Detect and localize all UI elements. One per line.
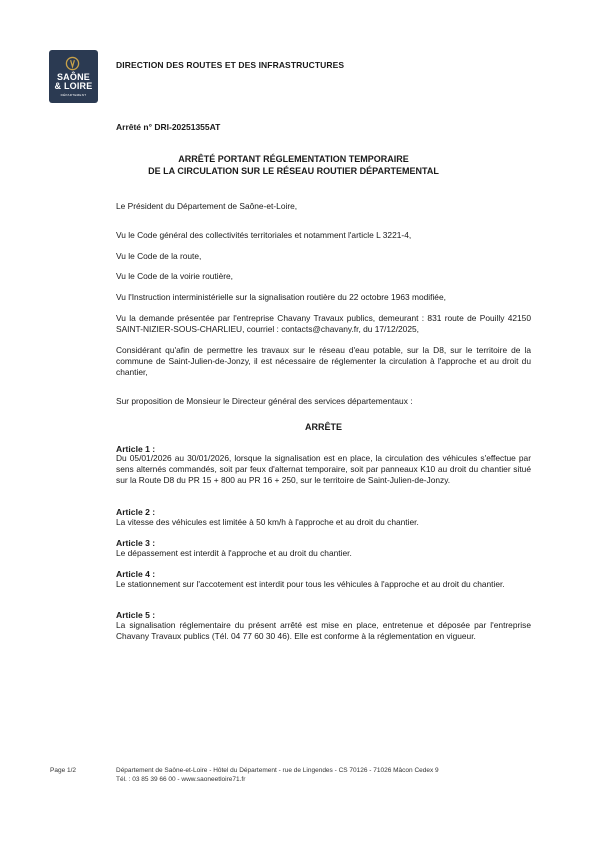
article-2-heading: Article 2 : — [116, 507, 156, 517]
logo-line-1: SAÔNE — [56, 72, 90, 82]
preamble-instruction: Vu l'Instruction interministérielle sur la signalisation routière du 22 octobre 1963 modifiée, — [116, 292, 446, 302]
article-5-text: La signalisation réglementaire du présent arrêté est mise en place, entretenue et déposée par l'entreprise Chavany Travaux publics (Tél. 04 77 60 30 46). Elle est conforme à la réglementation en vigueur. — [116, 620, 531, 641]
decision-heading: ARRÊTE — [304, 422, 342, 432]
document-title-line-1: ARRÊTÉ PORTANT RÉGLEMENTATION TEMPORAIRE — [178, 154, 409, 164]
preamble-proposition: Sur proposition de Monsieur le Directeur général des services départementaux : — [116, 396, 413, 406]
logo-line-2: & LOIRE — [54, 81, 93, 91]
direction-heading: DIRECTION DES ROUTES ET DES INFRASTRUCTURES — [116, 60, 345, 70]
preamble-cgct: Vu le Code général des collectivités territoriales et notamment l'article L 3221-4, — [116, 230, 412, 240]
page-number: Page 1/2 — [50, 767, 77, 774]
footer-address — [116, 766, 536, 784]
preamble-demande: Vu la demande présentée par l'entreprise Chavany Travaux publics, demeurant : 831 route de Pouilly 42150 SAINT-NIZIER-SOUS-CHARLIEU, courriel : contacts@chavany.fr, du 17/12/2025, — [116, 313, 531, 334]
document-title-line-2: DE LA CIRCULATION SUR LE RÉSEAU ROUTIER DÉPARTEMENTAL — [148, 166, 439, 176]
preamble-code-voirie: Vu le Code de la voirie routière, — [116, 271, 234, 281]
preamble-code-route: Vu le Code de la route, — [116, 251, 202, 261]
preamble-considerant: Considérant qu'afin de permettre les travaux sur le réseau d'eau potable, sur la D8, sur le territoire de la commune de Saint-Julien-de-Jonzy, il est nécessaire de réglementer la circulation à l'approche et au droit du chantier, — [116, 345, 531, 377]
footer-line-2: Tél. : 03 85 39 66 00 - www.saoneetloire71.fr — [116, 776, 246, 783]
decree-reference: Arrêté n° DRI-20251355AT — [116, 122, 221, 132]
emblem-icon — [65, 56, 80, 71]
preamble-president: Le Président du Département de Saône-et-Loire, — [116, 201, 298, 211]
department-logo — [49, 50, 98, 103]
article-4-text: Le stationnement sur l'accotement est interdit pour tous les véhicules à l'approche et au droit du chantier. — [116, 579, 505, 589]
article-4-heading: Article 4 : — [116, 569, 156, 579]
article-5-heading: Article 5 : — [116, 610, 156, 620]
article-3-heading: Article 3 : — [116, 538, 156, 548]
article-1-heading: Article 1 : — [116, 444, 156, 454]
article-1-text: Du 05/01/2026 au 30/01/2026, lorsque la signalisation est en place, la circulation des véhicules s'effectue par sens alternés commandés, soit par feux d'alternat temporaire, soit par panneaux K10 au droit du chantier situé sur la Route D8 du PR 15 + 800 au PR 16 + 250, sur le territoire de Saint-Julien-de-Jonzy. — [116, 453, 531, 485]
article-3-text: Le dépassement est interdit à l'approche et au droit du chantier. — [116, 548, 352, 558]
logo-line-3: DÉPARTEMENT — [60, 93, 87, 97]
article-2-text: La vitesse des véhicules est limitée à 50 km/h à l'approche et au droit du chantier. — [116, 517, 419, 527]
footer-line-1: Département de Saône-et-Loire - Hôtel du Département - rue de Lingendes - CS 70126 - 71026 Mâcon Cedex 9 — [116, 767, 439, 774]
